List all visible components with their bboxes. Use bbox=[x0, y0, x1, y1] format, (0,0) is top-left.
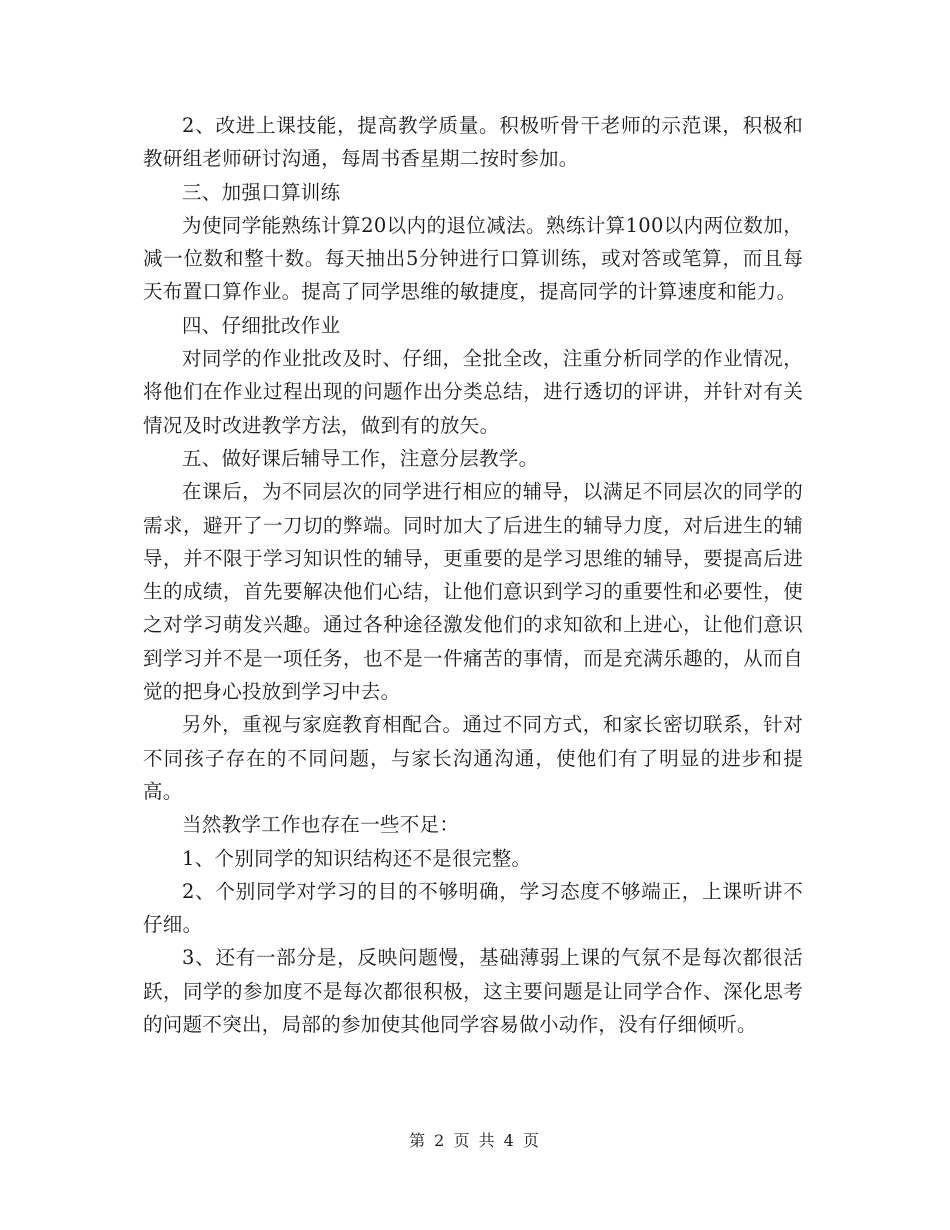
paragraph-mental-arithmetic: 为使同学能熟练计算20以内的退位减法。熟练计算100以内两位数加，减一位数和整十数。每天抽出5分钟进行口算训练，或对答或笔算，而且每天布置口算作业。提高了同学思维的敏捷度，提高同学的计算速度和能力。 bbox=[143, 213, 803, 304]
heading-after-class-tutoring: 五、做好课后辅导工作，注意分层教学。 bbox=[182, 446, 539, 470]
paragraph-improve-teaching: 2、改进上课技能，提高教学质量。积极听骨干老师的示范课，积极和教研组老师研讨沟通，每周书香星期二按时参加。 bbox=[143, 114, 803, 171]
shortcoming-item-2: 2、个别同学对学习的目的不够明确，学习态度不够端正，上课听讲不仔细。 bbox=[143, 879, 803, 937]
document-body bbox=[143, 109, 803, 1041]
heading-homework-correction: 四、仔细批改作业 bbox=[182, 313, 341, 337]
shortcoming-item-3: 3、还有一部分是，反映问题慢，基础薄弱上课的气氛不是每次都很活跃，同学的参加度不是每次都很积极，这主要问题是让同学合作、深化思考的问题不突出，局部的参加使其他同学容易做小动作，没有仔细倾听。 bbox=[143, 946, 803, 1037]
paragraph-after-class-tutoring: 在课后，为不同层次的同学进行相应的辅导，以满足不同层次的同学的需求，避开了一刀切的弊端。同时加大了后进生的辅导力度，对后进生的辅导，并不限于学习知识性的辅导，更重要的是学习思维的辅导，要提高后进生的成绩，首先要解决他们心结，让他们意识到学习的重要性和必要性，使之对学习萌发兴趣。通过各种途径激发他们的求知欲和上进心，让他们意识到学习并不是一项任务，也不是一件痛苦的事情，而是充满乐趣的，从而自觉的把身心投放到学习中去。 bbox=[143, 480, 803, 704]
paragraph-family-cooperation: 另外，重视与家庭教育相配合。通过不同方式，和家长密切联系，针对不同孩子存在的不同问题，与家长沟通沟通，使他们有了明显的进步和提高。 bbox=[143, 713, 803, 803]
page-number-footer: 第 2 页 共 4 页 bbox=[409, 1131, 541, 1150]
paragraph-homework-correction: 对同学的作业批改及时、仔细，全批全改，注重分析同学的作业情况，将他们在作业过程出现的问题作出分类总结，进行透切的评讲，并针对有关情况及时改进教学方法，做到有的放矢。 bbox=[143, 347, 803, 437]
heading-mental-arithmetic: 三、加强口算训练 bbox=[182, 180, 341, 204]
shortcoming-item-1: 1、个别同学的知识结构还不是很完整。 bbox=[182, 846, 532, 870]
heading-shortcomings: 当然教学工作也存在一些不足： bbox=[182, 813, 460, 837]
